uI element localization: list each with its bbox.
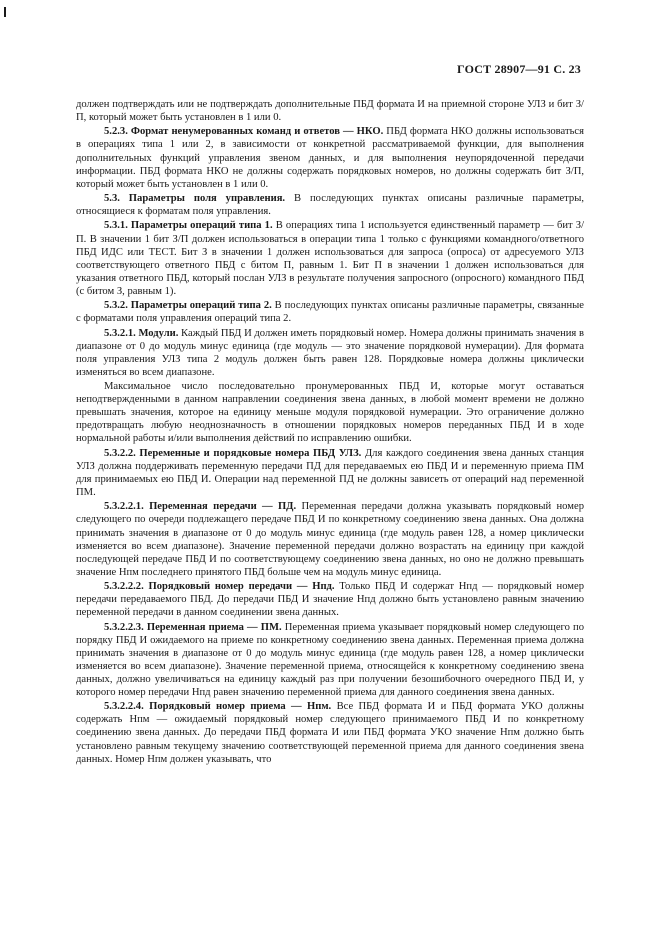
paragraph-heading: 5.3.2.2.4. Порядковый номер приема — Нпм. [104, 701, 332, 713]
paragraph-heading: 5.3.2.2. Переменные и порядковые номера ПБД УЛЗ. [104, 447, 362, 459]
paragraph-text: Для каждого соединения звена данных станция УЛЗ должна поддерживать переменную передачи ПД для передаваемых ею ПБД И и переменную приема ПМ для принимаемых ею ПБД И. Операции над переменной ПД не должны зависеть от операций над переменной ПМ. [76, 447, 584, 499]
paragraph-text: Каждый ПБД И должен иметь порядковый номер. Номера должны принимать значения в диапазоне от 0 до модуль минус единица (где модуль — это значение порядковой нумерации). Для формата поля управления УЛЗ типа 2 модуль должен быть равен 128. Порядковые номера должны циклически изменяться во всем диапазоне. [76, 327, 584, 378]
paragraph-heading: 5.3.2.2.3. Переменная приема — ПМ. [104, 621, 282, 633]
paragraph [76, 500, 584, 579]
paragraph-text: В последующих пунктах описаны различные параметры, связанные с форматами поля управления операций типа 2. [76, 300, 584, 325]
paragraph [76, 192, 584, 218]
paragraph-heading: 5.2.3. Формат ненумерованных команд и ответов — НКО. [104, 126, 384, 138]
paragraph [76, 125, 584, 190]
paragraph [76, 700, 584, 765]
paragraph-text: В операциях типа 1 используется единственный параметр — бит З/П. В значении 1 бит З/П должен использоваться в операции типа 1 только с функциями командного/ответного ПБД ИДС или ТЕСТ. Бит З в значении 1 должен использоваться для запроса (опроса) от адресуемого УЛЗ соответствующего ответного ПБД с битом П, равным 1. Бит П в значении 1 должен использоваться для указания ответного ПБД, который послан УЛЗ в результате получения запросного (опросного) командного ПБД (с битом З, равным 1). [76, 220, 585, 297]
paragraph-text: ПБД формата НКО должны использоваться в операциях типа 1 или 2, в зависимости от конкретной рассматриваемой функции, для выполнения дополнительных функций управления звеном данных, и для выполнения неупорядоченной передачи информации. ПБД формата НКО не должны содержать порядковых номеров, но должны содержать бит З/П, который может быть установлен в 1 или 0. [76, 126, 584, 190]
paragraph-heading: 5.3.2.2.2. Порядковый номер передачи — Нпд. [104, 581, 335, 593]
paragraph-heading: 5.3.2. Параметры операций типа 2. [104, 300, 272, 312]
paragraph-text: В последующих пунктах описаны различные параметры, относящиеся к форматам поля управления. [76, 193, 584, 218]
paragraph-heading: 5.3. Параметры поля управления. [104, 193, 286, 205]
paragraph-text: должен подтверждать или не подтверждать дополнительные ПБД формата И на приемной стороне УЛЗ и бит З/П, который может быть установлен в 1 или 0. [76, 99, 584, 124]
page-header: ГОСТ 28907—91 С. 23 [457, 62, 581, 76]
paragraph [76, 219, 584, 298]
paragraph [76, 580, 584, 619]
document-body [76, 98, 584, 767]
paragraph-text: Только ПБД И содержат Нпд — порядковый номер передачи передаваемого ПБД. До передачи ПБД И значение Нпд должно быть установлено равным значению переменной передачи в данном соединении звена данных. [76, 581, 584, 619]
paragraph-heading: 5.3.2.2.1. Переменная передачи — ПД. [104, 501, 297, 513]
paragraph [76, 327, 584, 379]
paragraph-text: Все ПБД формата И и ПБД формата УКО должны содержать Нпм — ожидаемый порядковый номер следующего принимаемого ПБД И по конкретному соединению звена данных. До передачи ПБД формата И или ПБД формата УКО значение Нпм должно быть установлено равным текущему значению соответствующей переменной приема для данного соединения звена данных. Номер Нпм должен указывать, что [76, 701, 584, 765]
paragraph [76, 380, 584, 445]
paragraph [76, 299, 584, 325]
paragraph-heading: 5.3.1. Параметры операций типа 1. [104, 220, 273, 232]
edge-mark [4, 7, 6, 17]
paragraph-heading: 5.3.2.1. Модули. [104, 327, 179, 339]
paragraph-text: Переменная передачи должна указывать порядковый номер следующего по очереди подлежащего передаче ПБД И по конкретному соединению звена данных. Она должна принимать значения в диапазоне от 0 до модуль минус единица (где модуль равен 128, а номер циклически изменяется во всем диапазоне). Значение переменной передачи должно возрастать на единицу при каждой последующей передаче ПБД И по соответствующему соединению звена данных, но оно не должно превышать значение Нпм последнего принятого ПБД больше чем на модуль минус единица. [76, 501, 584, 578]
paragraph [76, 98, 584, 124]
paragraph-text: Максимальное число последовательно пронумерованных ПБД И, которые могут оставаться неподтвержденными в данном направлении соединения звена данных, в любой момент времени не должно превышать значения, которое на единицу меньше модуля порядковой нумерации. Это ограничение должно предотвращать любую неоднозначность в отношении порядковых номеров переданных ПБД И в ходе нормальной работы и/или выполнения действий по исправлению ошибки. [76, 381, 584, 445]
paragraph [76, 447, 584, 499]
paragraph [76, 621, 584, 700]
paragraph-text: Переменная приема указывает порядковый номер следующего по порядку ПБД И ожидаемого на приеме по конкретному соединению звена данных. Переменная приема должна принимать значения в диапазоне от 0 до модуль минус единица (где модуль равен 128, а номер циклически изменяется во всем диапазоне). Значение переменной приема, относящейся к конкретному соединению звена данных, должно увеличиваться на единицу каждый раз при получении безошибочного очередного ПБД И, у которого номер передачи Нпд равен значению переменной приема для данного соединения звена данных. [76, 621, 584, 698]
